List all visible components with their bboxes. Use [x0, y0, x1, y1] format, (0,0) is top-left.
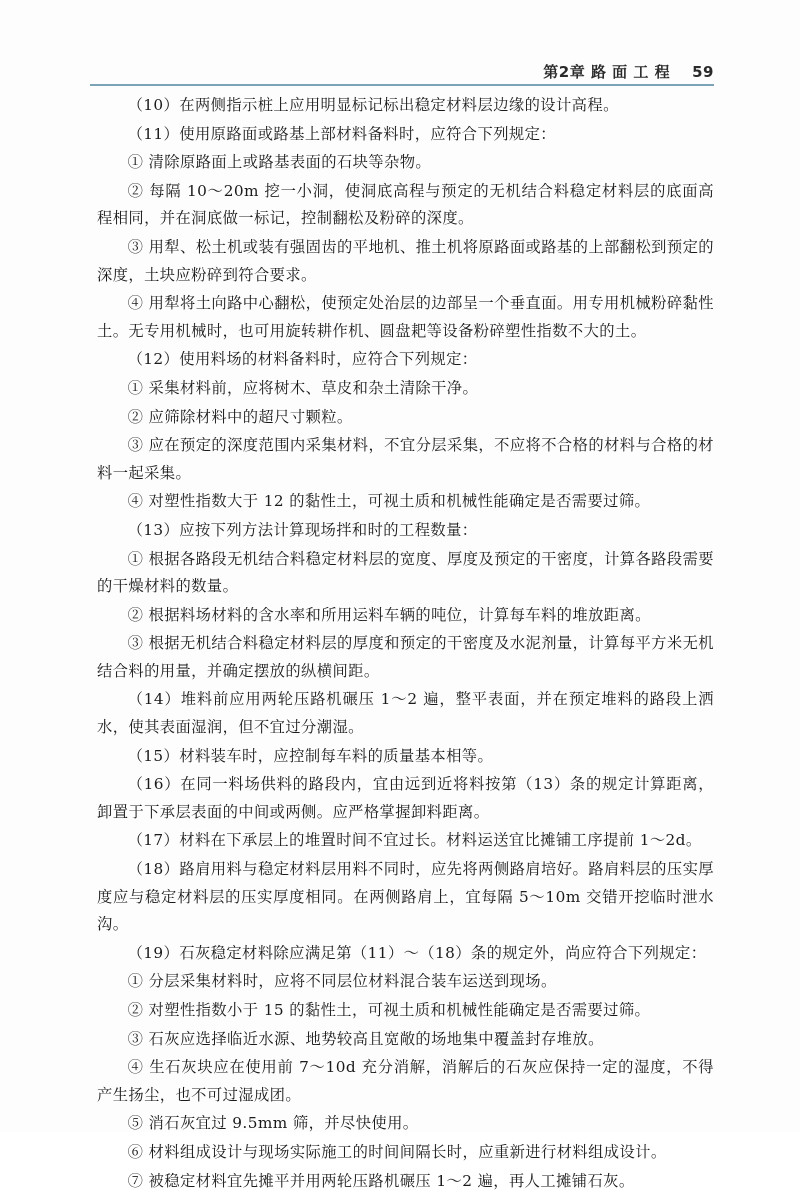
- paragraph: （11）使用原路面或路基上部材料备料时，应符合下列规定：: [127, 124, 556, 143]
- paragraph: ③ 根据无机结合料稳定材料层的厚度和预定的干密度及水泥剂量，计算每平方米无机结合料的用量，并确定摆放的纵横间距。: [97, 634, 714, 680]
- paragraph: ③ 用犁、松土机或装有强固齿的平地机、推土机将原路面或路基的上部翻松到预定的深度，土块应粉碎到符合要求。: [97, 237, 714, 284]
- paragraph: ③ 应在预定的深度范围内采集材料，不宜分层采集，不应将不合格的材料与合格的材料一起采集。: [97, 436, 714, 482]
- paragraph: ③ 石灰应选择临近水源、地势较高且宽敞的场地集中覆盖封存堆放。: [127, 1029, 604, 1048]
- header-rule: [90, 84, 714, 86]
- page-number: 59: [692, 63, 714, 81]
- paragraph: ② 根据料场材料的含水率和所用运料车辆的吨位，计算每车料的堆放距离。: [127, 605, 651, 624]
- paragraph: （16）在同一料场供料的路段内，宜由远到近将料按第（13）条的规定计算距离，卸置于下承层表面的中间或两侧。应严格掌握卸料距离。: [97, 775, 714, 821]
- paragraph: （15）材料装车时，应控制每车料的质量基本相等。: [127, 746, 494, 765]
- body-text: [97, 92, 714, 1196]
- paragraph: ② 对塑性指数小于 15 的黏性土，可视土质和机械性能确定是否需要过筛。: [127, 1001, 651, 1019]
- paragraph: ④ 用犁将土向路中心翻松，使预定处治层的边部呈一个垂直面。用专用机械粉碎黏性土。无专用机械时，也可用旋转耕作机、圆盘耙等设备粉碎塑性指数不大的土。: [97, 294, 714, 340]
- paragraph: ② 应筛除材料中的超尺寸颗粒。: [127, 407, 353, 426]
- paragraph: ① 采集材料前，应将树木、草皮和杂土清除干净。: [127, 378, 479, 397]
- paragraph: ④ 对塑性指数大于 12 的黏性土，可视土质和机械性能确定是否需要过筛。: [127, 492, 651, 511]
- paragraph: ② 每隔 10～20m 挖一小洞，使洞底高程与预定的无机结合料稳定材料层的底面高程相同，并在洞底做一标记，控制翻松及粉碎的深度。: [97, 181, 714, 228]
- paragraph: ① 分层采集材料时，应将不同层位材料混合装车运送到现场。: [127, 972, 557, 991]
- paragraph: （14）堆料前应用两轮压路机碾压 1～2 遍，整平表面，并在预定堆料的路段上洒水，使其表面湿润，但不宜过分潮湿。: [97, 690, 714, 737]
- paragraph: （17）材料在下承层上的堆置时间不宜过长。材料运送宜比摊铺工序提前 1～2d。: [127, 831, 702, 850]
- paragraph: ① 根据各路段无机结合料稳定材料层的宽度、厚度及预定的干密度，计算各路段需要的干燥材料的数量。: [97, 549, 714, 596]
- paragraph: （19）石灰稳定材料除应满足第（11）～（18）条的规定外，尚应符合下列规定：: [127, 943, 707, 962]
- running-header: [90, 61, 714, 85]
- paragraph: ⑦ 被稳定材料宜先摊平并用两轮压路机碾压 1～2 遍，再人工摊铺石灰。: [127, 1171, 635, 1190]
- paragraph: ④ 生石灰块应在使用前 7～10d 充分消解，消解后的石灰应保持一定的湿度，不得产生扬尘，也不可过湿成团。: [97, 1058, 714, 1104]
- paragraph: ① 清除原路面上或路基表面的石块等杂物。: [127, 153, 432, 172]
- paragraph: ⑥ 材料组成设计与现场实际施工的时间间隔长时，应重新进行材料组成设计。: [127, 1142, 667, 1161]
- chapter-title: 第2章 路 面 工 程: [543, 63, 671, 81]
- paragraph: （13）应按下列方法计算现场拌和时的工程数量：: [127, 520, 478, 539]
- paragraph: ⑤ 消石灰宜过 9.5mm 筛，并尽快使用。: [127, 1114, 419, 1133]
- paragraph: （12）使用料场的材料备料时，应符合下列规定：: [127, 350, 478, 369]
- paragraph: （10）在两侧指示桩上应用明显标记标出稳定材料层边缘的设计高程。: [127, 96, 619, 114]
- paragraph: （18）路肩用料与稳定材料层用料不同时，应先将两侧路肩培好。路肩料层的压实厚度应与稳定材料层的压实厚度相同。在两侧路肩上，宜每隔 5～10m 交错开挖临时泄水沟。: [97, 860, 714, 934]
